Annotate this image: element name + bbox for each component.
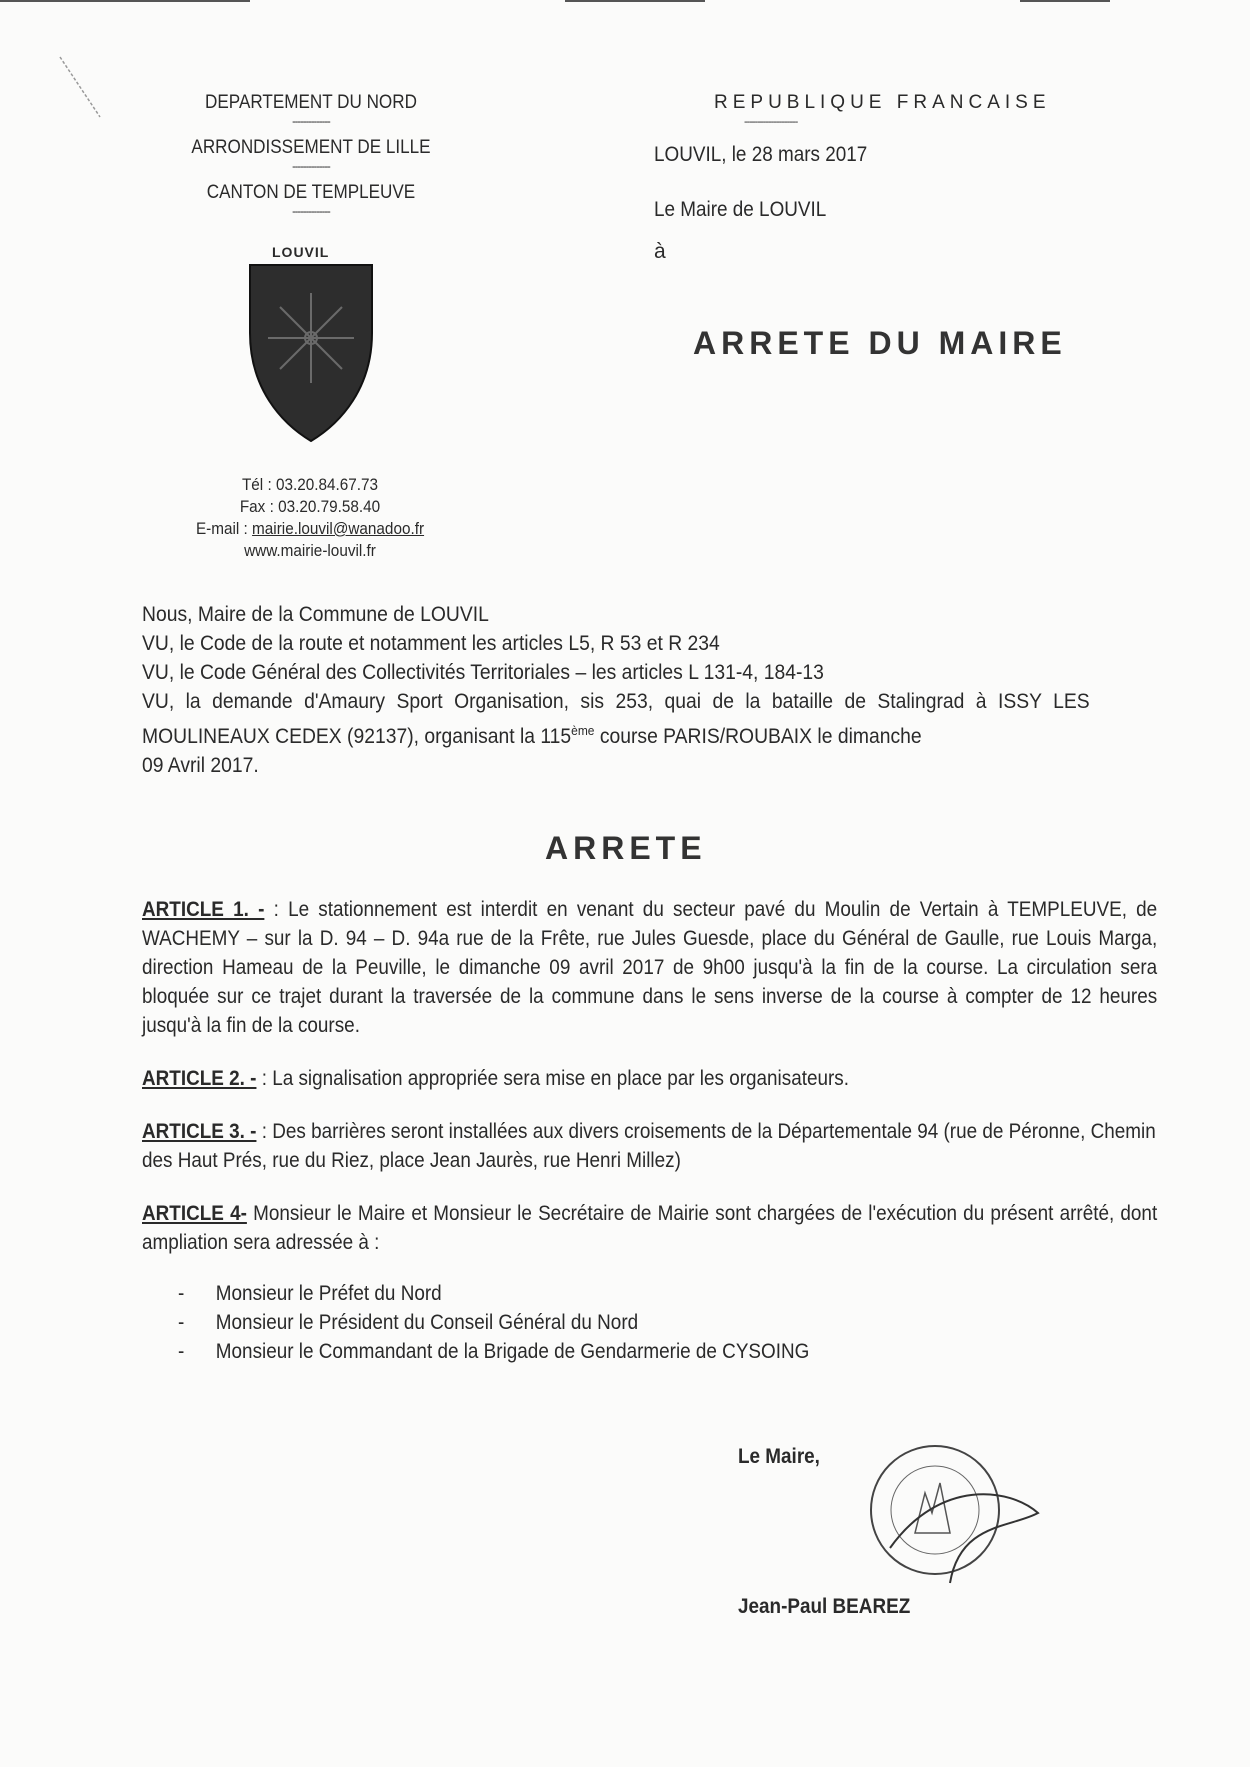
- document-title: ARRETE DU MAIRE: [693, 325, 1067, 361]
- article-text: : Des barrières seront installées aux divers croisements de la Départementale 94 (rue de Péronne, Chemin des Haut Prés, rue du Riez, place Jean Jaurès, rue Henri Millez): [142, 1120, 1156, 1172]
- commune-label: LOUVIL: [272, 244, 330, 260]
- list-item: - Monsieur le Commandant de la Brigade de Gendarmerie de CYSOING: [178, 1337, 1157, 1366]
- article-2: [142, 1064, 1157, 1093]
- email-label: E-mail :: [195, 519, 253, 538]
- article-label: ARTICLE 1. -: [142, 898, 265, 921]
- article-3: [142, 1117, 1157, 1175]
- preamble-line: VU, le Code de la route et notamment les articles L5, R 53 et R 234: [142, 632, 720, 655]
- article-label: ARTICLE 2. -: [142, 1067, 257, 1090]
- article-4: [142, 1199, 1157, 1257]
- fax-number: Fax : 03.20.79.58.40: [239, 497, 381, 516]
- coat-of-arms-shield: [246, 263, 376, 443]
- scan-edge-line: [565, 0, 705, 2]
- article-text: : La signalisation appropriée sera mise en place par les organisateurs.: [256, 1067, 849, 1090]
- sender: Le Maire de LOUVIL: [654, 198, 827, 221]
- list-item: - Monsieur le Président du Conseil Général du Nord: [178, 1308, 1157, 1337]
- recipient-list: [178, 1279, 1157, 1366]
- pen-mark: [55, 55, 105, 125]
- republic-heading: REPUBLIQUE FRANCAISE: [714, 92, 1051, 113]
- signatory-name: Jean-Paul BEAREZ: [738, 1595, 911, 1618]
- recipient-prefix: à: [654, 240, 666, 263]
- place-date: LOUVIL, le 28 mars 2017: [654, 143, 868, 166]
- scan-edge-line: [0, 0, 250, 2]
- scan-edge-line: [1020, 0, 1110, 2]
- header-separator: --------------: [292, 204, 330, 218]
- header-separator: --------------: [292, 114, 330, 128]
- administrative-header: [184, 92, 438, 227]
- article-label: ARTICLE 4-: [142, 1202, 247, 1225]
- signatory-title: Le Maire,: [738, 1445, 820, 1468]
- header-separator: --------------: [292, 159, 330, 173]
- email-line: [189, 518, 432, 540]
- article-label: ARTICLE 3. -: [142, 1120, 257, 1143]
- department-name: DEPARTEMENT DU NORD: [205, 92, 417, 113]
- preamble-request: VU, la demande d'Amaury Sport Organisation, sis 253, quai de la bataille de Stalingrad à ISSY LES MOULINEAUX CEDEX (92137), organisant la 115ème course PARIS/ROUBAIX le dimanche: [142, 690, 1090, 748]
- list-item: - Monsieur le Préfet du Nord: [178, 1279, 1157, 1308]
- email-link[interactable]: mairie.louvil@wanadoo.fr: [252, 519, 425, 538]
- mairie-stamp: [860, 1438, 1040, 1588]
- website-link[interactable]: www.mairie-louvil.fr: [244, 541, 376, 560]
- superscript: ème: [571, 723, 595, 738]
- preamble-line: Nous, Maire de la Commune de LOUVIL: [142, 603, 489, 626]
- articles: [142, 895, 1157, 1366]
- arrondissement-name: ARRONDISSEMENT DE LILLE: [191, 137, 431, 158]
- article-text: Monsieur le Maire et Monsieur le Secrétaire de Mairie sont chargées de l'exécution du présent arrêté, dont ampliation sera adressée à :: [142, 1202, 1158, 1254]
- article-text: : Le stationnement est interdit en venant du secteur pavé du Moulin de Vertain à TEMPLEUVE, de WACHEMY – sur la D. 94 – D. 94a rue de la Frête, rue Jules Guesde, place du Général de Gaulle, rue Louis Marga, direction Hameau de la Peuville, le dimanche 09 avril 2017 de 9h00 jusqu'à la fin de la course. La circulation sera bloquée sur ce trajet durant la traversée de la commune dans le sens inverse de la course à compter de 12 heures jusqu'à la fin de la course.: [142, 898, 1158, 1037]
- decision-title: ARRETE: [545, 830, 707, 866]
- article-1: [142, 895, 1157, 1040]
- contact-block: [189, 474, 432, 562]
- phone-number: Tél : 03.20.84.67.73: [241, 475, 379, 494]
- canton-name: CANTON DE TEMPLEUVE: [206, 182, 416, 203]
- preamble-line: VU, le Code Général des Collectivités Territoriales – les articles L 131-4, 184-13: [142, 661, 824, 684]
- republic-separator: --------------------: [744, 116, 798, 128]
- preamble-line: 09 Avril 2017.: [142, 754, 259, 777]
- preamble: [142, 600, 1090, 780]
